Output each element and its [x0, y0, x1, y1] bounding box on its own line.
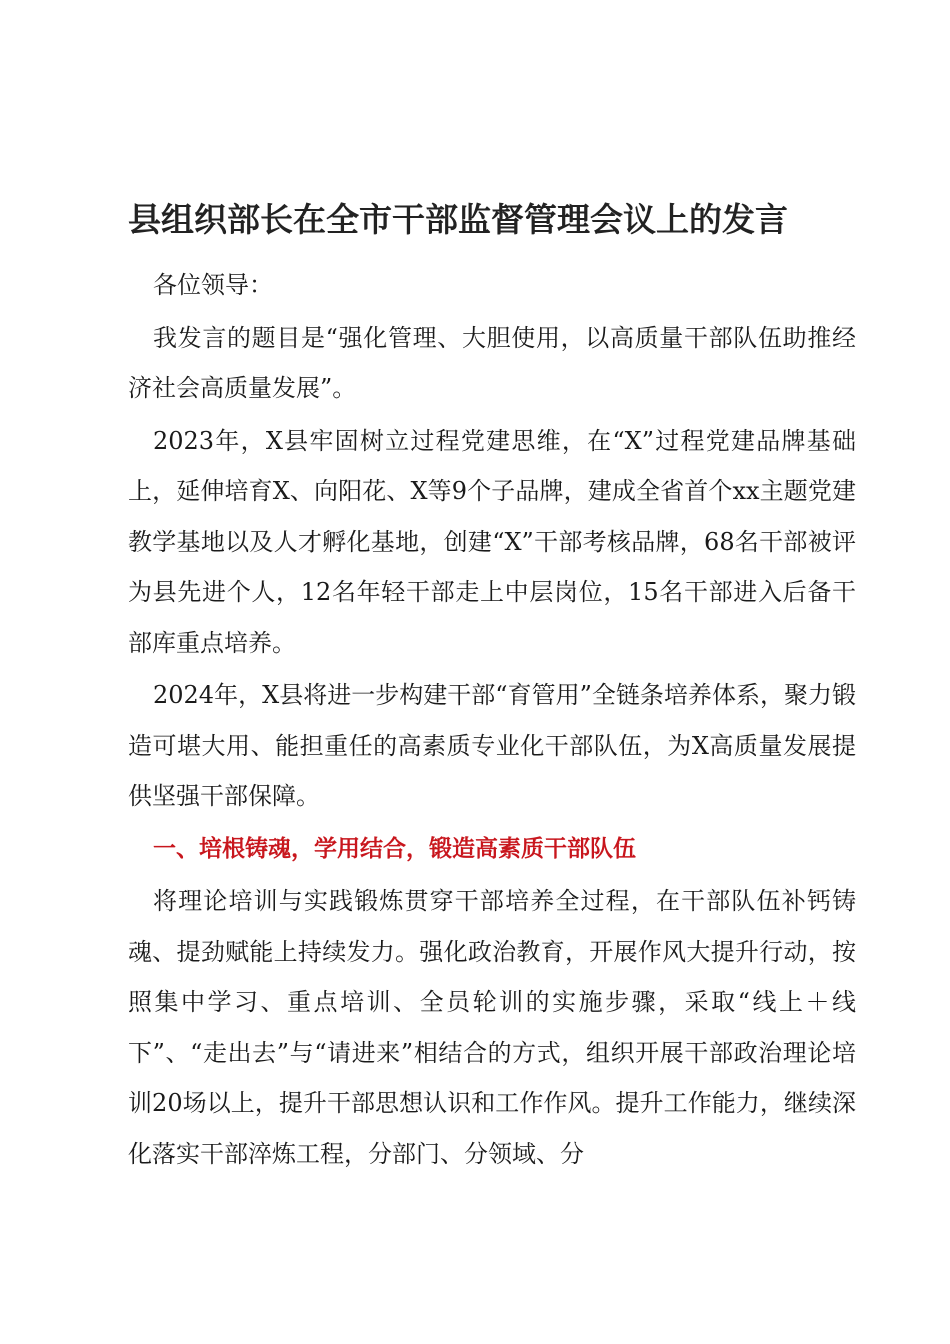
salutation: 各位领导： [153, 271, 273, 299]
section-paragraph: 将理论培训与实践锻炼贯穿干部培养全过程，在干部队伍补钙铸魂、提劲赋能上持续发力。强化政治教育，开展作风大提升行动，按照集中学习、重点培训、全员轮训的实施步骤，采取“线上＋线下”、“走出去”与“请进来”相结合的方式，组织开展干部政治理论培训20场以上，提升干部思想认识和工作作风。提升工作能力，继续深化落实干部淬炼工程，分部门、分领域、分 [128, 887, 856, 1168]
section-heading: 一、培根铸魂，学用结合，锻造高素质干部队伍 [153, 835, 636, 862]
document-title: 县组织部长在全市干部监督管理会议上的发言 [128, 200, 788, 239]
paragraph-topic: 我发言的题目是“强化管理、大胆使用，以高质量干部队伍助推经济社会高质量发展”。 [128, 323, 856, 402]
paragraph-2024: 2024年，X县将进一步构建干部“育管用”全链条培养体系，聚力锻造可堪大用、能担重任的高素质专业化干部队伍，为X高质量发展提供坚强干部保障。 [128, 681, 856, 810]
document-body [128, 260, 856, 1181]
paragraph-2023: 2023年，X县牢固树立过程党建思维，在“X”过程党建品牌基础上，延伸培育X、向阳花、X等9个子品牌，建成全省首个xx主题党建教学基地以及人才孵化基地，创建“X”干部考核品牌，68名干部被评为县先进个人，12名年轻干部走上中层岗位，15名干部进入后备干部库重点培养。 [128, 426, 856, 657]
